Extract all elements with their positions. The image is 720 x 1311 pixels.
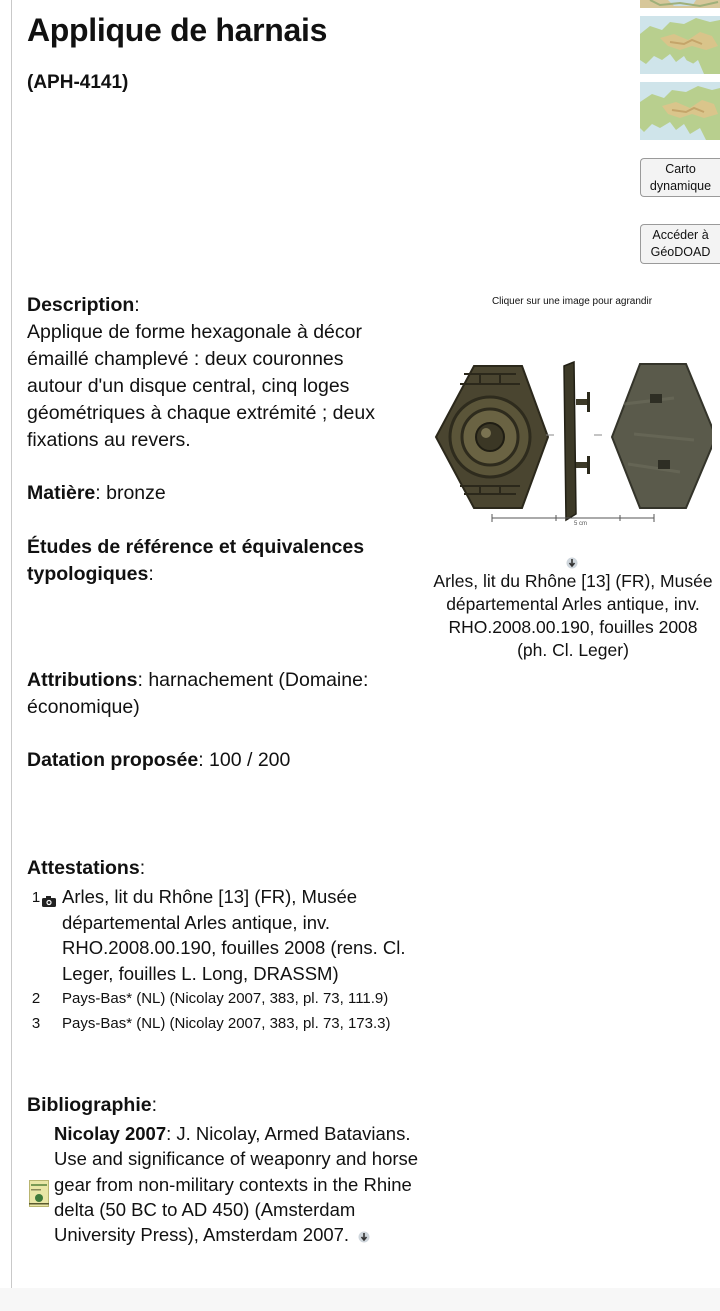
attestation-number: 2 — [31, 990, 41, 1007]
figure-hint: Cliquer sur une image pour agrandir — [491, 296, 653, 307]
etudes-label: Études de référence et équivalences typologiques — [27, 536, 365, 585]
datation-section: Datation proposée: 100 / 200 — [27, 749, 291, 771]
attributions-section: Attributions: harnachement (Domaine: économique) — [27, 669, 369, 718]
carto-button-line1: Carto — [665, 162, 696, 176]
object-reference: (APH-4141) — [27, 72, 129, 93]
attestation-text: Arles, lit du Rhône [13] (FR), Musée départemental Arles antique, inv. RHO.2008.00.190, fouilles 2008 (rens. Cl. Leger, fouilles L. Long, DRASSM) — [62, 886, 406, 984]
etudes-section: Études de référence et équivalences typologiques: — [27, 536, 365, 585]
bibliography-author: Nicolay 2007 — [54, 1123, 167, 1144]
description-text: Applique de forme hexagonale à décor émaillé champlevé : deux couronnes autour d'un disque central, cinq loges géométriques à chaque extrémité ; deux fixations au revers. — [27, 321, 375, 451]
attributions-value: harnachement (Domaine: économique) — [27, 669, 369, 718]
map-thumbnail-icon[interactable] — [640, 82, 720, 140]
camera-icon[interactable] — [42, 888, 56, 914]
map-thumbnail-icon[interactable] — [640, 16, 720, 74]
description-label: Description — [27, 294, 135, 316]
datation-value: 100 / 200 — [209, 749, 291, 771]
figure-caption: Arles, lit du Rhône [13] (FR), Musée départemental Arles antique, inv. RHO.2008.00.190, fouilles 2008 (ph. Cl. Leger) — [433, 571, 713, 660]
book-icon[interactable] — [29, 1180, 49, 1212]
page-footer-band — [0, 1288, 720, 1311]
matiere-value: bronze — [106, 482, 166, 504]
geodoad-button-line1: Accéder à — [652, 228, 709, 242]
geodoad-button-line2: GéoDOAD — [650, 245, 711, 259]
pdf-link-icon[interactable] — [358, 1224, 370, 1249]
matiere-label: Matière — [27, 482, 96, 504]
bibliography-text: J. Nicolay, Armed Batavians. Use and significance of weaponry and horse gear from non-military contexts in the Rhine delta (50 BC to AD 450) (Amsterdam University Press), Amsterdam 2007. — [54, 1123, 419, 1246]
left-border — [11, 0, 12, 1311]
bibliographie-label: Bibliographie — [27, 1094, 152, 1116]
matiere-section: Matière: bronze — [27, 482, 166, 504]
map-thumbnail-icon[interactable] — [640, 0, 720, 8]
attestation-number: 3 — [31, 1015, 41, 1032]
attestations-label: Attestations — [27, 857, 140, 879]
bibliographie-section: Bibliographie: — [27, 1094, 158, 1116]
attributions-label: Attributions — [27, 669, 138, 691]
carto-dynamique-button[interactable] — [640, 158, 720, 197]
attestations-section: Attestations: — [27, 857, 146, 879]
object-photo[interactable] — [424, 344, 712, 532]
attestation-number: 1 — [31, 889, 41, 906]
scale-label: 5 cm — [574, 521, 588, 527]
carto-button-line2: dynamique — [649, 179, 712, 193]
attestation-text: Pays-Bas* (NL) (Nicolay 2007, 383, pl. 73, 173.3) — [62, 1015, 391, 1032]
datation-label: Datation proposée — [27, 749, 199, 771]
attestation-text: Pays-Bas* (NL) (Nicolay 2007, 383, pl. 73, 111.9) — [62, 990, 389, 1007]
geodoad-button[interactable] — [640, 224, 720, 264]
bibliography-entry: Nicolay 2007: J. Nicolay, Armed Batavians. Use and significance of weaponry and horse gear from non-military contexts in the Rhine delta (50 BC to AD 450) (Amsterdam University Press), Amsterdam 2007. — [54, 1121, 419, 1249]
page-title: Applique de harnais — [27, 12, 328, 48]
description-section: Description: Applique de forme hexagonale à décor émaillé champlevé : deux couronnes autour d'un disque central, cinq loges géométriques à chaque extrémité ; deux fixations au revers. — [27, 292, 402, 454]
